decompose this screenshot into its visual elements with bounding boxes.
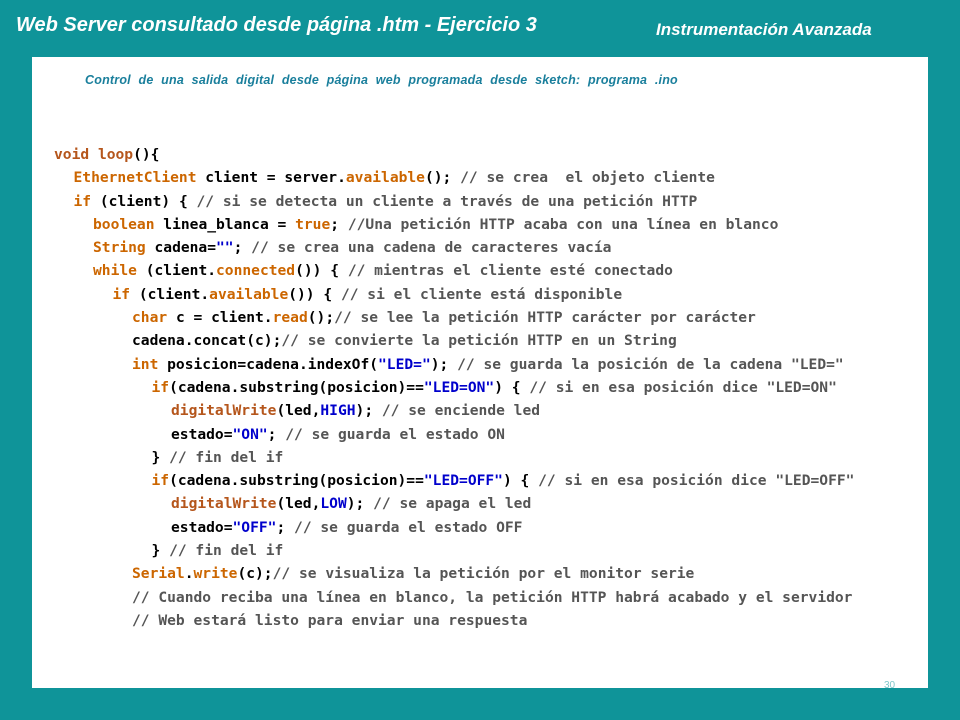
code-token-kw: write bbox=[193, 565, 238, 583]
code-token-cm: // se guarda el estado OFF bbox=[294, 518, 523, 536]
code-line bbox=[54, 492, 854, 515]
code-token-txt: client = server. bbox=[196, 169, 346, 187]
code-token-txt: cadena= bbox=[145, 239, 217, 257]
code-token-txt: (client. bbox=[136, 262, 217, 280]
code-token-txt: ) { bbox=[502, 472, 539, 490]
code-token-txt: (){ bbox=[133, 146, 160, 163]
code-token-txt: (led, bbox=[276, 402, 321, 420]
code-token-txt: (client) { bbox=[91, 192, 197, 210]
code-token-kw: connected bbox=[216, 262, 296, 280]
code-block bbox=[54, 143, 854, 632]
code-token-cm: // si se detecta un cliente a través de una petición HTTP bbox=[196, 192, 698, 210]
code-token-txt bbox=[89, 146, 98, 163]
code-token-const: HIGH bbox=[320, 402, 356, 420]
code-token-txt: c = client. bbox=[167, 309, 273, 327]
code-token-txt: cadena.concat(c); bbox=[132, 332, 282, 350]
code-token-cm: // se crea una cadena de caracteres vacía bbox=[251, 239, 612, 257]
code-token-txt: ) { bbox=[494, 378, 530, 396]
code-line bbox=[54, 516, 854, 539]
code-token-cm: // se apaga el led bbox=[373, 495, 532, 513]
code-line bbox=[54, 213, 854, 236]
code-line bbox=[54, 190, 854, 213]
code-token-txt: posicion=cadena.indexOf( bbox=[158, 355, 379, 373]
code-token-str: "LED=ON" bbox=[423, 378, 495, 396]
code-token-txt: (); bbox=[307, 309, 335, 327]
code-token-txt: (led, bbox=[276, 495, 321, 513]
code-token-cm: // se visualiza la petición por el monitor serie bbox=[272, 565, 695, 583]
code-token-txt: ; bbox=[233, 239, 252, 257]
code-token-fn: digitalWrite bbox=[171, 495, 277, 513]
code-token-cm: // mientras el cliente esté conectado bbox=[347, 262, 673, 280]
code-token-kw: Serial bbox=[132, 565, 185, 583]
header-title: Web Server consultado desde página .htm - Ejercicio 3 bbox=[16, 14, 537, 36]
code-token-kw: if bbox=[151, 378, 170, 396]
code-line bbox=[54, 469, 854, 492]
code-line bbox=[54, 259, 854, 282]
code-token-txt: ); bbox=[430, 355, 458, 373]
code-token-cm: // si en esa posición dice "LED=ON" bbox=[529, 378, 837, 396]
code-token-kw: if bbox=[151, 472, 170, 490]
code-token-cm: // si en esa posición dice "LED=OFF" bbox=[538, 472, 855, 490]
code-token-txt: . bbox=[184, 565, 194, 583]
code-token-fn: loop bbox=[97, 146, 134, 163]
code-token-fn: void bbox=[54, 146, 90, 163]
code-line bbox=[54, 446, 854, 469]
code-token-kw: int bbox=[132, 355, 159, 373]
code-token-cm: // se lee la petición HTTP carácter por carácter bbox=[334, 309, 756, 327]
code-token-cm: // fin del if bbox=[169, 448, 284, 466]
code-token-str: "OFF" bbox=[232, 518, 277, 536]
code-token-str: "LED=OFF" bbox=[423, 472, 503, 490]
code-line bbox=[54, 306, 854, 329]
code-token-cm: // se guarda el estado ON bbox=[285, 425, 505, 443]
code-token-kw: if bbox=[112, 285, 131, 303]
code-line bbox=[54, 609, 854, 632]
code-token-fn: digitalWrite bbox=[171, 402, 277, 420]
code-token-str: "LED=" bbox=[378, 355, 431, 373]
code-token-txt: (); bbox=[424, 169, 461, 187]
code-token-kw: available bbox=[209, 285, 289, 303]
code-token-kw: EthernetClient bbox=[73, 169, 197, 187]
code-token-txt: estado= bbox=[171, 425, 233, 443]
code-line bbox=[54, 236, 854, 259]
code-token-kw: boolean bbox=[93, 215, 155, 233]
code-token-txt: ); bbox=[355, 402, 382, 420]
code-line bbox=[54, 143, 854, 166]
code-token-str: "ON" bbox=[232, 425, 268, 443]
code-token-cm: // se crea el objeto cliente bbox=[460, 169, 715, 187]
code-token-txt: ; bbox=[330, 215, 348, 233]
code-token-txt: ); bbox=[346, 495, 374, 513]
code-token-txt: ()) { bbox=[288, 285, 341, 303]
code-line bbox=[54, 539, 854, 562]
code-line bbox=[54, 376, 854, 399]
code-line bbox=[54, 562, 854, 585]
slide-caption: Control de una salida digital desde página web programada desde sketch: programa .ino bbox=[85, 73, 678, 87]
code-token-kw: char bbox=[132, 309, 168, 327]
code-token-txt: (cadena.substring(posicion)== bbox=[169, 378, 424, 396]
code-token-txt: } bbox=[151, 448, 170, 466]
code-token-kw: String bbox=[93, 239, 146, 257]
code-token-cm: // se guarda la posición de la cadena "LED=" bbox=[457, 355, 844, 373]
code-line bbox=[54, 329, 854, 352]
code-token-kw: if bbox=[73, 192, 92, 210]
code-token-cm: // Web estará listo para enviar una respuesta bbox=[132, 611, 528, 629]
code-line bbox=[54, 586, 854, 609]
header-subtitle: Instrumentación Avanzada bbox=[656, 20, 872, 39]
code-line bbox=[54, 399, 854, 422]
slide-panel bbox=[32, 57, 928, 688]
code-token-kw: true bbox=[295, 215, 331, 233]
code-token-txt: ; bbox=[276, 518, 295, 536]
page-number: 30 bbox=[884, 680, 896, 691]
code-token-kw: available bbox=[345, 169, 425, 187]
code-line bbox=[54, 283, 854, 306]
code-token-txt: ; bbox=[267, 425, 286, 443]
code-token-str: "" bbox=[216, 239, 234, 257]
code-token-txt: (c); bbox=[237, 565, 273, 583]
code-token-txt: estado= bbox=[171, 518, 233, 536]
code-token-txt: linea_blanca = bbox=[154, 215, 296, 233]
code-token-txt: (cadena.substring(posicion)== bbox=[169, 472, 424, 490]
code-token-cm: // se enciende led bbox=[381, 402, 541, 420]
code-token-txt: (client. bbox=[130, 285, 210, 303]
code-line bbox=[54, 166, 854, 189]
code-token-cm: // Cuando reciba una línea en blanco, la petición HTTP habrá acabado y el servidor bbox=[132, 588, 853, 606]
code-line bbox=[54, 353, 854, 376]
code-token-cm: //Una petición HTTP acaba con una línea en blanco bbox=[347, 215, 779, 233]
code-token-txt: } bbox=[151, 542, 170, 560]
code-token-cm: // si el cliente está disponible bbox=[340, 285, 623, 303]
code-token-txt: ()) { bbox=[295, 262, 348, 280]
code-token-kw: while bbox=[93, 262, 137, 280]
code-token-cm: // fin del if bbox=[169, 542, 284, 560]
code-token-cm: // se convierte la petición HTTP en un String bbox=[281, 332, 677, 350]
code-token-kw: read bbox=[272, 309, 308, 327]
code-line bbox=[54, 423, 854, 446]
code-token-const: LOW bbox=[320, 495, 347, 513]
